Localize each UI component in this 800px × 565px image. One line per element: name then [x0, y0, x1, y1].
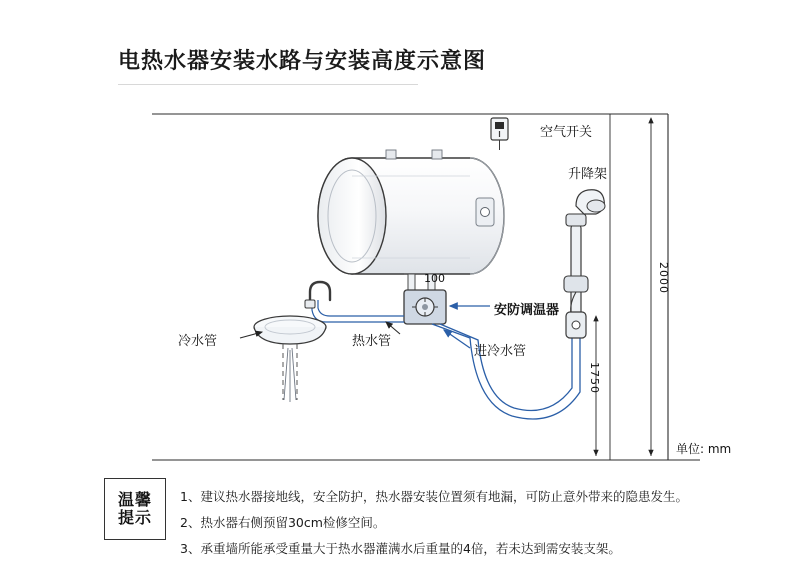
hot-water-line [312, 300, 404, 322]
notice-item: 3、承重墙所能承受重量大于热水器灌满水后重量的4倍，若未达到需安装支架。 [180, 541, 621, 556]
label-cold-water-inlet: 进冷水管 [474, 344, 527, 359]
shower-lift-bracket [564, 190, 605, 338]
thermostat-device [404, 290, 446, 324]
notice-badge-line1: 温馨 [117, 489, 152, 509]
page-title: 电热水器安装水路与安装高度示意图 [118, 49, 487, 74]
dimension-label-2000: 2000 [657, 262, 670, 294]
label-air-switch: 空气开关 [540, 125, 593, 140]
cold-water-hose [432, 324, 580, 419]
notice-item: 2、热水器右侧预留30cm检修空间。 [180, 515, 386, 530]
notice-badge-line2: 提示 [117, 508, 152, 527]
label-cold-water-pipe: 冷水管 [178, 334, 218, 349]
notice-item: 1、建议热水器接地线，安全防护，热水器安装位置须有地漏，可防止意外带来的隐患发生。 [180, 489, 688, 504]
notice-list [180, 484, 720, 562]
air-switch-device [491, 118, 508, 150]
dimension-label-1750: 1750 [588, 362, 601, 394]
label-hot-water-pipe: 热水管 [352, 334, 392, 349]
water-heater-tank [318, 150, 504, 274]
unit-label: 单位: mm [676, 442, 732, 456]
label-heater-spec: 100 [424, 272, 445, 285]
label-thermostat: 安防调温器 [494, 303, 560, 318]
label-lift-bracket: 升降架 [568, 167, 608, 182]
notice-badge [104, 478, 166, 540]
